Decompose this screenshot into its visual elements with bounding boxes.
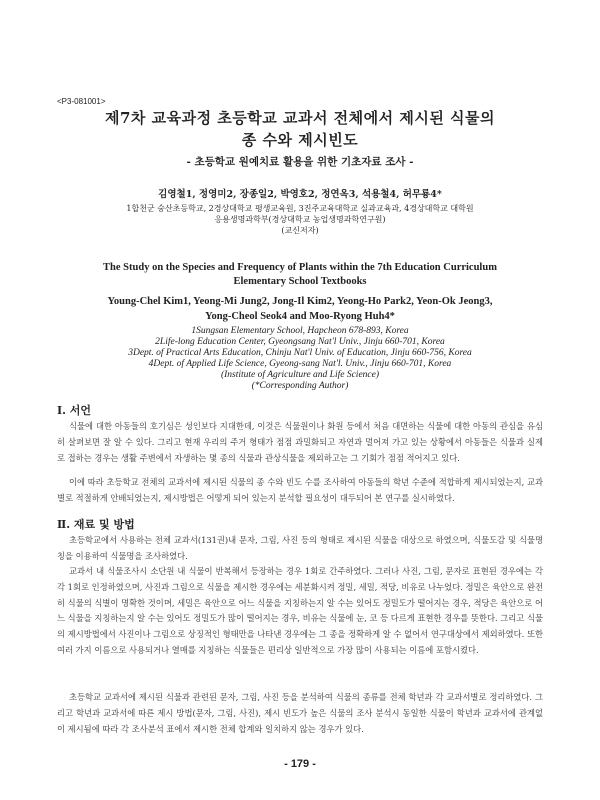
page-number: - 179 - [284, 758, 316, 770]
english-authors-line2: Yong-Cheol Seok4 and Moo-Ryong Huh4* [205, 311, 395, 322]
korean-title-line2: 종 수와 제시빈도 [241, 131, 359, 149]
section-heading-methods: Ⅱ. 재료 및 방법 [57, 518, 135, 531]
abstract-code: <P3-081001> [57, 97, 106, 106]
english-title-line2: Elementary School Textbooks [233, 276, 367, 287]
english-affiliation: (Institute of Agriculture and Life Science) [220, 370, 380, 380]
english-authors-line1: Young-Chel Kim1, Yeong-Mi Jung2, Jong-Il Kim2, Yeong-Ho Park2, Yeon-Ok Jeong3, [107, 296, 493, 307]
english-affiliation: 3Dept. of Practical Arts Education, Chinju Nat'l Univ. of Education, Jinju 660-756, Korea [128, 348, 472, 358]
korean-authors: 김영철1, 정영미2, 장종일2, 박영호2, 정연옥3, 석용철4, 허무룡4* [158, 189, 442, 200]
body-paragraph: 식물에 대한 아동들의 호기심은 성인보다 지대한데, 이것은 식물원이나 화원 등에서 처음 대면하는 식물에 대한 아동의 관심을 유심히 살펴보면 잘 알 수 있다. 그리고 현재 우리의 주거 형태가 점점 과밀화되고 자연과 멀어져 가고 있는 상황에서 아동들은 식물과 실제로 접하는 경우는 생활 주변에서 자생하는 몇 종의 식물과 관상식물을 제외하고는 그 기회가 점점 적어지고 있다. [57, 421, 543, 463]
english-affiliation: 1Sungsan Elementary School, Hapcheon 678-893, Korea [191, 326, 409, 336]
body-paragraph: 초등학교 교과서에 제시된 식물과 관련된 문자, 그림, 사진 등을 분석하여 식물의 종류를 전체 학년과 각 교과서별로 정리하였다. 그리고 학년과 교과서에 따른 제시 방법(문자, 그림, 사진), 제시 빈도가 높은 식물의 조사 분석시 동일한 식물이 학년과 교과서에 관계없이 제시됨에 따라 각 조사분석 표에서 제시한 전체 합계와 일치하지 않는 경우가 있다. [57, 692, 543, 734]
korean-affiliation-line3: (교신저자) [281, 226, 319, 235]
section-heading-introduction: Ⅰ. 서언 [57, 404, 92, 417]
english-affiliation: 2Life-long Education Center, Gyeongsang Nat'l Univ., Jinju 660-701, Korea [155, 337, 445, 347]
english-title-line1: The Study on the Species and Frequency of Plants within the 7th Education Curriculum [103, 262, 497, 273]
english-affiliation: 4Dept. of Applied Life Science, Gyeong-sang Nat'l. Univ., Jinju 660-701, Korea [148, 359, 452, 369]
korean-title-line1: 제7차 교육과정 초등학교 교과서 전체에서 제시된 식물의 [104, 109, 496, 127]
korean-affiliation-line2: 응용생명과학부(경상대학교 농업생명과학연구원) [214, 215, 386, 224]
english-affiliation: (*Corresponding Author) [251, 381, 349, 391]
korean-affiliation-line1: 1합천군 숭산초등학교, 2경상대학교 평생교육원, 3진주교육대학교 실과교육과, 4경상대학교 대학원 [126, 204, 474, 213]
body-paragraph: 초등학교에서 사용하는 전체 교과서(131권)내 문자, 그림, 사진 등의 형태로 제시된 식물을 대상으로 하였으며, 식물도감 및 식물명칭을 이용하여 식물명을 조사하였다. [57, 535, 543, 561]
body-paragraph: 이에 따라 초등학교 전체의 교과서에 제시된 식물의 종 수와 빈도 수를 조사하여 아동들의 학년 수준에 적합하게 제시되었는지, 교과별로 적절하게 안배되었는지, 제시방법은 어떻게 되어 있는지 분석할 필요성이 대두되어 본 연구를 실시하였다. [57, 477, 543, 503]
body-paragraph: 교과서 내 식물조사시 소단원 내 식물이 반복해서 등장하는 경우 1회로 간주하였다. 그러나 사진, 그림, 문자로 표현된 경우에는 각각 1회로 인정하였으며, 사진과 그림으로 식물을 제시한 경우에는 세분화시켜 정밀, 세밀, 적당, 비유로 나누었다. 정밀은 육안으로 완전히 식물의 식별이 명확한 것이며, 세밀은 육안으로 어느 식물을 지칭하는지 알 수는 있어도 정밀도가 떨어지는 경우, 적당은 육안으로 어느 식물을 지칭하는지 알 수는 있어도 정밀도가 많이 떨어지는 경우, 비유는 식물에 눈, 코 등 다르게 표현한 경우를 뜻한다. 그리고 식물의 제시방법에서 사진이나 그림으로 상징적인 형태만을 나타낸 경우에는 그 종을 정확하게 알 수 없어서 연구대상에서 제외하였다. 또한 여러 가지 이름으로 사용되거나 열매를 지칭하는 식물들은 편리상 일반적으로 가장 많이 사용되는 이름에 포함시켰다. [57, 566, 543, 655]
korean-subtitle: - 초등학교 원예치료 활용을 위한 기초자료 조사 - [186, 156, 414, 168]
